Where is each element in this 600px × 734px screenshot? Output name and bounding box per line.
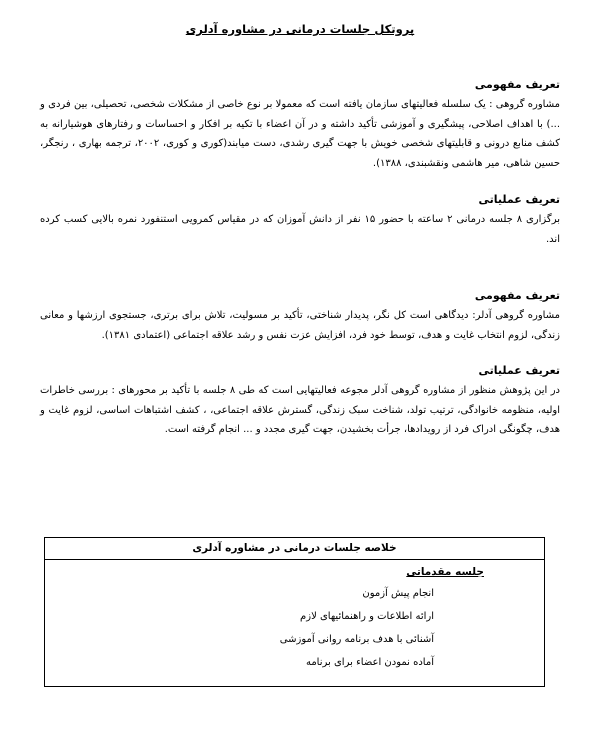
table-header: خلاصه جلسات درمانی در مشاوره آدلری (45, 538, 544, 560)
page-title: پروتکل جلسات درمانی در مشاوره آدلری (185, 22, 415, 36)
section-heading: تعریف عملیاتی (478, 193, 560, 206)
sessions-summary-table (44, 537, 545, 687)
section-heading: تعریف عملیاتی (478, 364, 560, 377)
session-items-list (45, 582, 544, 674)
section-body: مشاوره گروهی : یک سلسله فعالیتهای سازمان یافته است که معمولا بر نوع خاصی از مشکلات شخصی، تحصیلی، بین فردی و ...) با اهداف اصلاحی، پیشگیری و آموزشی تأکید داشته و در آن اعضاء با تکیه بر افکار و احساسات و رفتارهای هوشیارانه به کشف منابع درونی و قابلیتهای شخصی خویش با جهت گیری رشدی، دست میابند(کوری و کوری، ۲۰۰۲، ترجمه بهاری ، رنجگر، حسین شاهی، میر هاشمی ونقشبندی، ۱۳۸۸). (40, 99, 560, 169)
section-body: برگزاری ۸ جلسه درمانی ۲ ساعته با حضور ۱۵ نفر از دانش آموزان که در مقیاس کمرویی استنفورد نمره بالایی کسب کرده اند. (40, 214, 560, 245)
conceptual-definition-adler (40, 289, 560, 345)
section-heading: تعریف مفهومی (474, 289, 560, 302)
operational-definition-adler (40, 364, 560, 440)
section-body: مشاوره گروهی آدلر: دیدگاهی است کل نگر، پدیدار شناختی، تأکید بر مسولیت، تلاش برای برتری، جستجوی ارزشها و معانی زندگی، لزوم انتخاب غایت و هدف، توسط خود فرد، افزایش عزت نفس و رشد علاقه اجتماعی (اعتمادی ۱۳۸۱). (40, 310, 560, 341)
list-item: آشنائی با هدف برنامه روانی آموزشی (279, 634, 434, 645)
section-heading: تعریف مفهومی (474, 78, 560, 91)
list-item: ارائه اطلاعات و راهنمائیهای لازم (300, 611, 434, 622)
section-body: در این پژوهش منظور از مشاوره گروهی آدلر مجوعه فعالیتهایی است که طی ۸ جلسه با تأکید بر محورهای : بررسی خاطرات اولیه، منظومه خانوادگی، ترتیب تولد، شناخت سبک زندگی، گسترش علاقه اجتماعی، ، کشف اشتباهات اساسی، لزوم غایت و هدف، چگونگی ادراک فرد از رویدادها، جرأت بخشیدن، جهت گیری مجدد و ... انجام گرفته است. (40, 385, 560, 435)
session-title: جلسه مقدماتی (406, 566, 484, 578)
list-item: آماده نمودن اعضاء برای برنامه (305, 657, 434, 668)
conceptual-definition-group-counseling (40, 78, 560, 173)
list-item: انجام پیش آزمون (362, 588, 434, 599)
table-body (45, 560, 544, 674)
operational-definition-sessions (40, 193, 560, 249)
